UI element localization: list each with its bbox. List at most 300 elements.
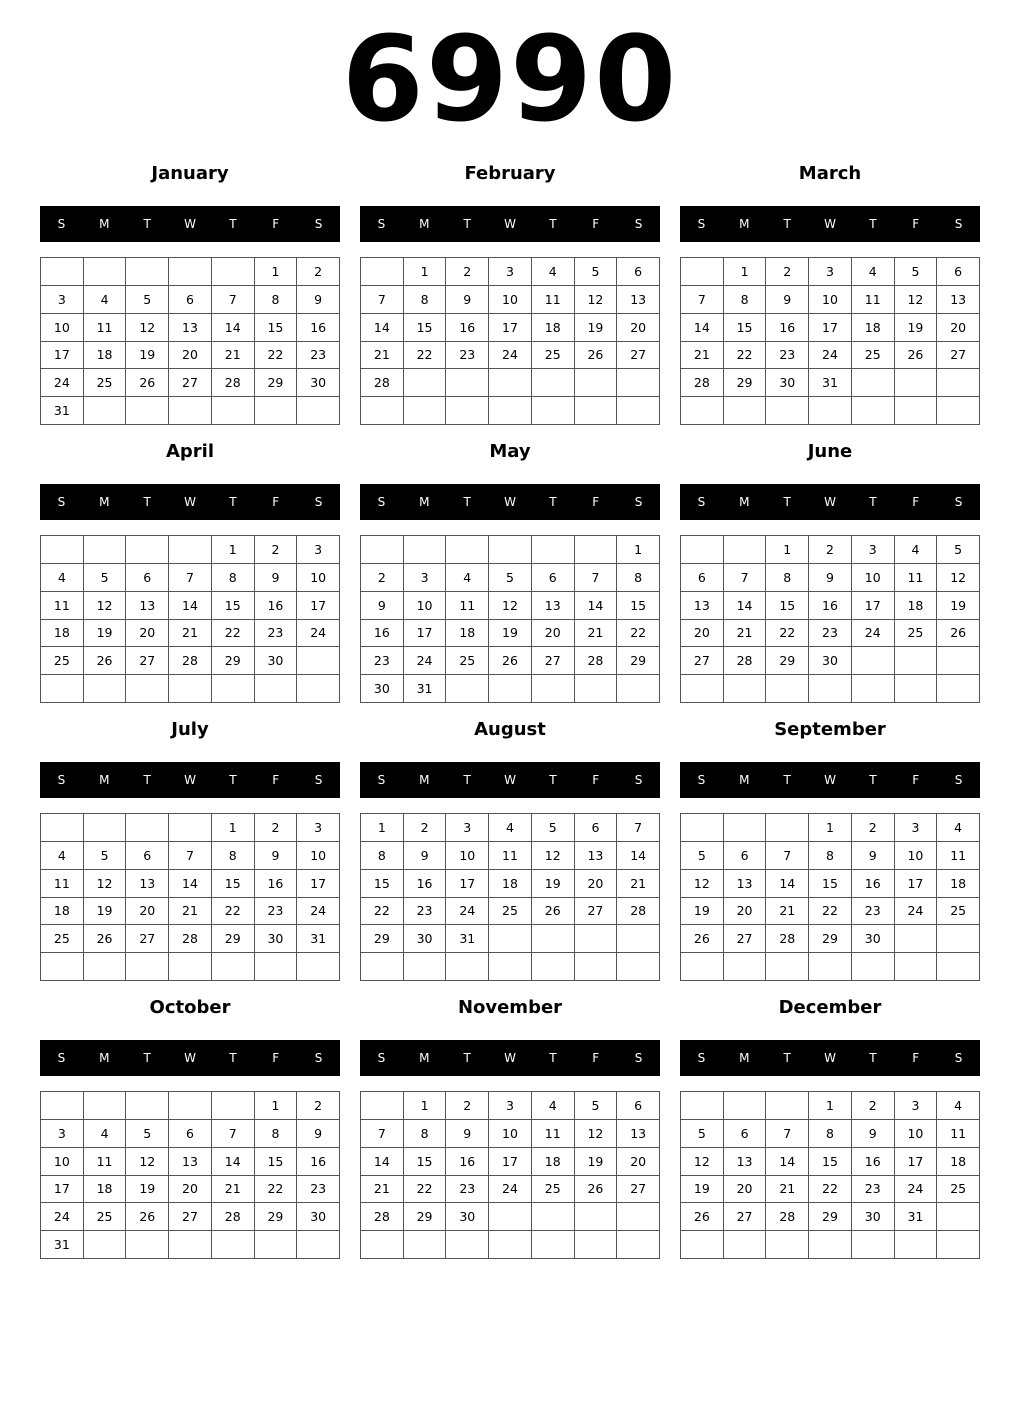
day-cell: 9 — [446, 286, 489, 314]
day-cell: 17 — [297, 592, 340, 620]
empty-cell — [766, 1092, 809, 1120]
day-cell: 7 — [724, 564, 767, 592]
day-cell: 12 — [84, 592, 127, 620]
day-cell: 3 — [852, 536, 895, 564]
empty-cell — [255, 675, 298, 703]
day-cell: 8 — [724, 286, 767, 314]
day-cell: 2 — [446, 1092, 489, 1120]
weekday-label: F — [272, 217, 280, 231]
empty-cell — [532, 675, 575, 703]
day-cell: 31 — [297, 925, 340, 953]
month-february — [360, 160, 660, 426]
day-cell: 23 — [809, 620, 852, 648]
day-cell: 16 — [766, 314, 809, 342]
day-cell: 21 — [212, 1176, 255, 1204]
empty-cell — [937, 1203, 980, 1231]
day-cell: 4 — [41, 564, 84, 592]
month-april — [40, 438, 340, 704]
weekday-label: F — [272, 773, 280, 787]
month-title: July — [171, 719, 209, 740]
empty-cell — [84, 814, 127, 842]
empty-cell — [532, 536, 575, 564]
day-cell: 26 — [895, 342, 938, 370]
weekday-label: W — [504, 217, 516, 231]
empty-cell — [84, 397, 127, 425]
day-cell: 27 — [169, 1203, 212, 1231]
day-cell: 9 — [404, 842, 447, 870]
day-cell: 22 — [724, 342, 767, 370]
day-grid — [360, 813, 660, 981]
empty-cell — [937, 925, 980, 953]
day-cell: 29 — [212, 925, 255, 953]
day-cell: 8 — [766, 564, 809, 592]
empty-cell — [766, 1231, 809, 1259]
day-cell: 7 — [361, 1120, 404, 1148]
day-cell: 21 — [724, 620, 767, 648]
empty-cell — [575, 397, 618, 425]
day-cell: 2 — [766, 258, 809, 286]
day-cell: 7 — [212, 1120, 255, 1148]
day-cell: 4 — [84, 1120, 127, 1148]
day-cell: 11 — [446, 592, 489, 620]
day-cell: 13 — [724, 870, 767, 898]
day-cell: 28 — [766, 1203, 809, 1231]
day-cell: 10 — [446, 842, 489, 870]
day-cell: 4 — [852, 258, 895, 286]
weekday-label: M — [739, 1051, 750, 1065]
day-cell: 8 — [809, 842, 852, 870]
day-cell: 22 — [404, 342, 447, 370]
empty-cell — [895, 397, 938, 425]
weekday-label: S — [634, 1051, 643, 1065]
day-cell: 24 — [41, 1203, 84, 1231]
empty-cell — [895, 953, 938, 981]
day-cell: 10 — [809, 286, 852, 314]
day-cell: 25 — [937, 1176, 980, 1204]
day-cell: 11 — [937, 1120, 980, 1148]
day-cell: 24 — [489, 342, 532, 370]
day-cell: 22 — [255, 1176, 298, 1204]
day-cell: 12 — [126, 314, 169, 342]
day-cell: 11 — [532, 1120, 575, 1148]
day-cell: 28 — [169, 925, 212, 953]
day-cell: 30 — [297, 369, 340, 397]
day-cell: 17 — [489, 314, 532, 342]
day-cell: 10 — [297, 842, 340, 870]
month-title: April — [165, 441, 215, 462]
empty-cell — [126, 258, 169, 286]
day-cell: 16 — [809, 592, 852, 620]
day-cell: 19 — [489, 620, 532, 648]
day-cell: 1 — [404, 258, 447, 286]
weekday-label: T — [549, 1051, 557, 1065]
month-may — [360, 438, 660, 704]
weekday-label: S — [697, 773, 706, 787]
empty-cell — [361, 258, 404, 286]
day-cell: 26 — [681, 1203, 724, 1231]
day-cell: 16 — [297, 1148, 340, 1176]
month-title: May — [489, 441, 531, 462]
empty-cell — [126, 1231, 169, 1259]
day-grid — [360, 535, 660, 703]
day-cell: 16 — [361, 620, 404, 648]
day-cell: 10 — [852, 564, 895, 592]
day-cell: 4 — [895, 536, 938, 564]
day-cell: 11 — [852, 286, 895, 314]
day-cell: 19 — [126, 1176, 169, 1204]
day-cell: 23 — [852, 898, 895, 926]
empty-cell — [724, 675, 767, 703]
day-cell: 10 — [404, 592, 447, 620]
weekday-label: M — [739, 217, 750, 231]
day-cell: 8 — [361, 842, 404, 870]
empty-cell — [84, 536, 127, 564]
day-cell: 5 — [681, 842, 724, 870]
empty-cell — [41, 814, 84, 842]
weekday-label: T — [869, 495, 877, 509]
weekday-label: F — [912, 1051, 920, 1065]
empty-cell — [617, 953, 660, 981]
day-cell: 24 — [297, 898, 340, 926]
day-cell: 25 — [446, 647, 489, 675]
weekday-label: T — [549, 217, 557, 231]
empty-cell — [575, 369, 618, 397]
day-cell: 4 — [937, 1092, 980, 1120]
empty-cell — [489, 369, 532, 397]
weekday-label: T — [783, 217, 791, 231]
day-cell: 29 — [361, 925, 404, 953]
day-cell: 17 — [297, 870, 340, 898]
day-cell: 15 — [255, 1148, 298, 1176]
day-grid — [40, 257, 340, 425]
day-cell: 16 — [852, 1148, 895, 1176]
empty-cell — [575, 953, 618, 981]
empty-cell — [446, 1231, 489, 1259]
weekday-header — [680, 1040, 980, 1076]
day-cell: 7 — [361, 286, 404, 314]
day-cell: 24 — [297, 620, 340, 648]
day-cell: 18 — [489, 870, 532, 898]
weekday-label: W — [824, 217, 836, 231]
day-cell: 17 — [489, 1148, 532, 1176]
weekday-label: T — [143, 495, 151, 509]
empty-cell — [809, 1231, 852, 1259]
empty-cell — [895, 925, 938, 953]
month-september — [680, 716, 980, 982]
day-cell: 5 — [126, 286, 169, 314]
day-cell: 14 — [724, 592, 767, 620]
day-cell: 30 — [404, 925, 447, 953]
weekday-label: W — [824, 773, 836, 787]
day-cell: 5 — [937, 536, 980, 564]
weekday-label: W — [504, 773, 516, 787]
day-cell: 22 — [361, 898, 404, 926]
day-cell: 17 — [895, 1148, 938, 1176]
day-cell: 19 — [575, 314, 618, 342]
day-cell: 12 — [681, 870, 724, 898]
day-cell: 28 — [724, 647, 767, 675]
day-cell: 13 — [617, 1120, 660, 1148]
day-cell: 22 — [212, 898, 255, 926]
empty-cell — [212, 953, 255, 981]
weekday-label: W — [184, 495, 196, 509]
month-title: February — [464, 163, 556, 184]
weekday-label: T — [143, 217, 151, 231]
day-cell: 10 — [895, 842, 938, 870]
day-cell: 7 — [169, 564, 212, 592]
day-cell: 21 — [361, 1176, 404, 1204]
weekday-label: T — [783, 773, 791, 787]
day-cell: 11 — [41, 592, 84, 620]
day-grid — [40, 813, 340, 981]
month-title: October — [149, 997, 231, 1018]
weekday-label: T — [229, 495, 237, 509]
weekday-label: T — [463, 773, 471, 787]
day-grid — [40, 535, 340, 703]
empty-cell — [126, 953, 169, 981]
day-cell: 28 — [575, 647, 618, 675]
day-cell: 13 — [617, 286, 660, 314]
day-cell: 18 — [895, 592, 938, 620]
day-cell: 5 — [532, 814, 575, 842]
day-cell: 29 — [724, 369, 767, 397]
day-cell: 19 — [84, 898, 127, 926]
day-cell: 18 — [84, 1176, 127, 1204]
empty-cell — [681, 397, 724, 425]
day-cell: 7 — [681, 286, 724, 314]
empty-cell — [575, 536, 618, 564]
empty-cell — [724, 536, 767, 564]
empty-cell — [212, 397, 255, 425]
year-title: 6990 — [341, 10, 679, 148]
day-cell: 1 — [212, 536, 255, 564]
empty-cell — [489, 397, 532, 425]
day-cell: 20 — [724, 1176, 767, 1204]
day-cell: 14 — [617, 842, 660, 870]
day-cell: 8 — [212, 842, 255, 870]
day-cell: 22 — [404, 1176, 447, 1204]
weekday-label: S — [697, 1051, 706, 1065]
weekday-header — [40, 484, 340, 520]
empty-cell — [361, 397, 404, 425]
day-cell: 9 — [852, 842, 895, 870]
day-cell: 30 — [255, 925, 298, 953]
day-cell: 1 — [724, 258, 767, 286]
empty-cell — [489, 536, 532, 564]
weekday-label: F — [912, 217, 920, 231]
day-cell: 20 — [575, 870, 618, 898]
day-cell: 25 — [532, 1176, 575, 1204]
day-cell: 18 — [446, 620, 489, 648]
day-cell: 8 — [809, 1120, 852, 1148]
day-cell: 5 — [126, 1120, 169, 1148]
empty-cell — [446, 369, 489, 397]
empty-cell — [84, 953, 127, 981]
day-cell: 1 — [255, 258, 298, 286]
empty-cell — [681, 953, 724, 981]
day-cell: 15 — [361, 870, 404, 898]
day-cell: 12 — [575, 1120, 618, 1148]
empty-cell — [361, 1092, 404, 1120]
day-cell: 3 — [489, 1092, 532, 1120]
day-cell: 2 — [297, 258, 340, 286]
day-cell: 12 — [84, 870, 127, 898]
day-cell: 26 — [126, 369, 169, 397]
day-cell: 15 — [212, 870, 255, 898]
day-cell: 18 — [84, 342, 127, 370]
empty-cell — [169, 1092, 212, 1120]
day-cell: 26 — [532, 898, 575, 926]
day-cell: 16 — [255, 592, 298, 620]
day-cell: 17 — [41, 342, 84, 370]
day-cell: 18 — [532, 1148, 575, 1176]
day-cell: 15 — [724, 314, 767, 342]
empty-cell — [852, 1231, 895, 1259]
day-cell: 3 — [809, 258, 852, 286]
day-grid — [680, 813, 980, 981]
day-cell: 21 — [169, 620, 212, 648]
day-cell: 2 — [361, 564, 404, 592]
month-june — [680, 438, 980, 704]
empty-cell — [809, 953, 852, 981]
day-cell: 21 — [361, 342, 404, 370]
day-cell: 9 — [766, 286, 809, 314]
day-cell: 31 — [809, 369, 852, 397]
month-november — [360, 994, 660, 1260]
day-cell: 20 — [681, 620, 724, 648]
day-cell: 21 — [766, 1176, 809, 1204]
day-cell: 11 — [937, 842, 980, 870]
weekday-label: S — [634, 217, 643, 231]
weekday-label: S — [57, 773, 66, 787]
day-cell: 9 — [297, 286, 340, 314]
weekday-header — [680, 762, 980, 798]
day-cell: 14 — [212, 1148, 255, 1176]
weekday-label: S — [314, 1051, 323, 1065]
empty-cell — [617, 397, 660, 425]
day-cell: 28 — [681, 369, 724, 397]
weekday-label: M — [99, 1051, 110, 1065]
weekday-label: S — [57, 1051, 66, 1065]
day-cell: 6 — [169, 1120, 212, 1148]
empty-cell — [489, 675, 532, 703]
day-cell: 16 — [404, 870, 447, 898]
day-cell: 19 — [895, 314, 938, 342]
weekday-label: W — [184, 217, 196, 231]
day-cell: 17 — [41, 1176, 84, 1204]
empty-cell — [724, 1231, 767, 1259]
day-cell: 12 — [575, 286, 618, 314]
day-cell: 22 — [766, 620, 809, 648]
day-cell: 13 — [575, 842, 618, 870]
month-august — [360, 716, 660, 982]
day-cell: 8 — [404, 286, 447, 314]
day-cell: 12 — [126, 1148, 169, 1176]
empty-cell — [41, 675, 84, 703]
empty-cell — [724, 814, 767, 842]
empty-cell — [532, 1231, 575, 1259]
day-cell: 23 — [255, 898, 298, 926]
day-cell: 24 — [895, 898, 938, 926]
day-cell: 9 — [809, 564, 852, 592]
empty-cell — [41, 953, 84, 981]
empty-cell — [852, 397, 895, 425]
empty-cell — [489, 953, 532, 981]
day-cell: 9 — [446, 1120, 489, 1148]
weekday-header — [40, 1040, 340, 1076]
day-cell: 27 — [617, 342, 660, 370]
day-cell: 10 — [41, 314, 84, 342]
empty-cell — [532, 1203, 575, 1231]
empty-cell — [895, 647, 938, 675]
day-cell: 27 — [617, 1176, 660, 1204]
weekday-label: W — [824, 1051, 836, 1065]
weekday-label: T — [549, 495, 557, 509]
day-cell: 27 — [126, 925, 169, 953]
day-cell: 20 — [617, 314, 660, 342]
day-cell: 15 — [255, 314, 298, 342]
day-cell: 5 — [895, 258, 938, 286]
weekday-label: S — [954, 1051, 963, 1065]
empty-cell — [446, 536, 489, 564]
day-cell: 4 — [84, 286, 127, 314]
day-cell: 9 — [361, 592, 404, 620]
weekday-label: F — [592, 495, 600, 509]
day-grid — [680, 535, 980, 703]
day-cell: 19 — [681, 898, 724, 926]
empty-cell — [766, 397, 809, 425]
day-cell: 12 — [895, 286, 938, 314]
empty-cell — [361, 1231, 404, 1259]
weekday-label: S — [634, 495, 643, 509]
weekday-label: S — [954, 217, 963, 231]
day-cell: 15 — [617, 592, 660, 620]
day-cell: 28 — [212, 1203, 255, 1231]
weekday-label: S — [314, 495, 323, 509]
day-cell: 6 — [724, 842, 767, 870]
day-cell: 28 — [169, 647, 212, 675]
day-cell: 8 — [404, 1120, 447, 1148]
empty-cell — [681, 258, 724, 286]
empty-cell — [126, 536, 169, 564]
empty-cell — [489, 1203, 532, 1231]
empty-cell — [255, 397, 298, 425]
empty-cell — [617, 369, 660, 397]
day-cell: 31 — [41, 397, 84, 425]
day-cell: 16 — [446, 314, 489, 342]
day-cell: 18 — [41, 898, 84, 926]
weekday-label: M — [739, 495, 750, 509]
day-cell: 30 — [255, 647, 298, 675]
day-cell: 4 — [532, 1092, 575, 1120]
day-cell: 2 — [446, 258, 489, 286]
empty-cell — [255, 1231, 298, 1259]
day-cell: 29 — [255, 369, 298, 397]
day-cell: 3 — [297, 536, 340, 564]
day-cell: 8 — [255, 1120, 298, 1148]
day-cell: 9 — [297, 1120, 340, 1148]
month-december — [680, 994, 980, 1260]
day-cell: 4 — [489, 814, 532, 842]
day-cell: 28 — [766, 925, 809, 953]
day-cell: 25 — [895, 620, 938, 648]
day-cell: 27 — [169, 369, 212, 397]
empty-cell — [937, 675, 980, 703]
empty-cell — [575, 1203, 618, 1231]
day-cell: 25 — [41, 647, 84, 675]
day-cell: 29 — [766, 647, 809, 675]
month-title: November — [457, 997, 563, 1018]
